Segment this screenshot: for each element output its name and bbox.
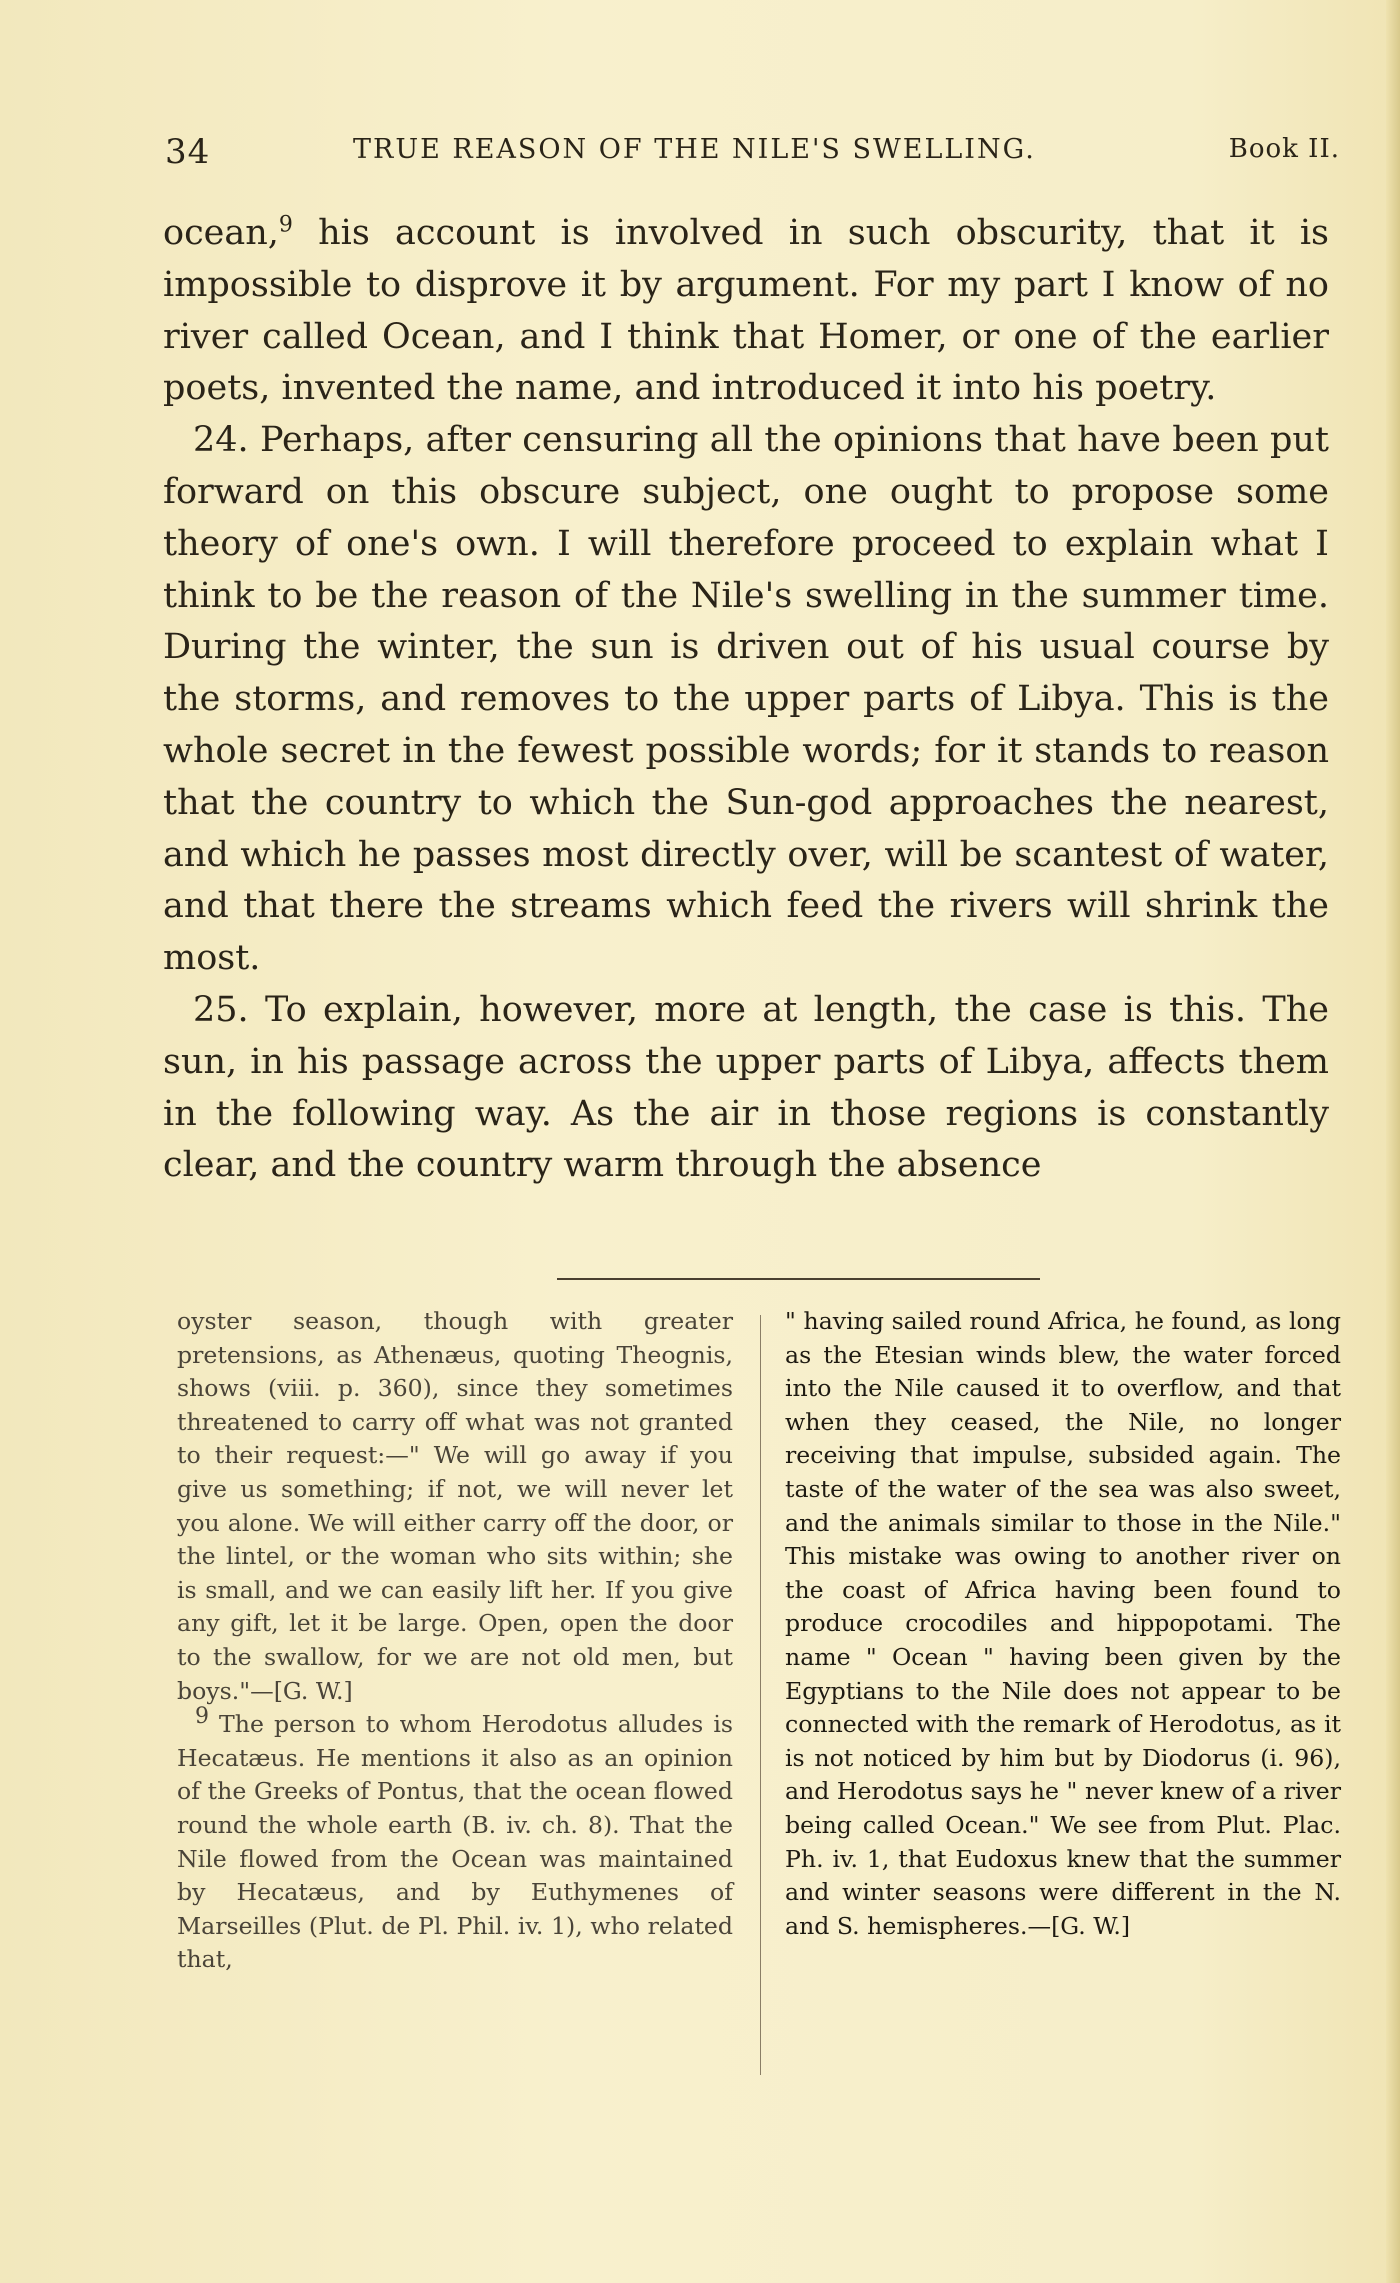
footnotes-right-column <box>785 1305 1341 1943</box>
paragraph-25: 25. To explain, however, more at length, the case is this. The sun, in his passage across the upper parts of Libya, affects them in the following way. As the air in those regions is constantly clear, and the country warm through the absence <box>163 989 1329 1186</box>
footnote-continued: oyster season, though with greater pretensions, as Athenæus, quoting Theognis, shows (viii. p. 360), since they sometimes threatened to carry off what was not granted to their request:—" We will go away if you give us something; if not, we will never let you alone. We will either carry off the door, or the lintel, or the woman who sits within; she is small, and we can easily lift her. If you give any gift, let it be large. Open, open the door to the swallow, for we are not old men, but boys."—[G. W.] <box>177 1307 733 1705</box>
footnote-9 <box>177 1704 733 1977</box>
book-label: Book II. <box>1228 134 1340 164</box>
paragraph-24: 24. Perhaps, after censuring all the opinions that have been put forward on this obscure subject, one ought to propose some theory of one's own. I will therefore proceed to explain what I think to be the reason of the Nile's swelling in the summer time. During the winter, the sun is driven out of his usual course by the storms, and removes to the upper parts of Libya. This is the whole secret in the fewest possible words; for it stands to reason that the country to which the Sun-god approaches the nearest, and which he passes most directly over, will be scantest of water, and that there the streams which feed the rivers will shrink the most. <box>163 420 1329 979</box>
main-text <box>163 208 1329 1192</box>
p1-rest: his account is involved in such obscurity, that it is impossible to disprove it by argument. For my part I know of no river called Ocean, and I think that Homer, or one of the earlier poets, invented the name, and introduced it into his poetry. <box>163 213 1329 409</box>
footnote-9-marker: 9 <box>195 1704 209 1730</box>
p1-start: ocean, <box>163 213 279 253</box>
paragraph-1 <box>163 208 1329 415</box>
page-number: 34 <box>165 132 211 172</box>
page-edge <box>1386 0 1400 2283</box>
running-header <box>165 126 1340 170</box>
footnotes-left-column <box>177 1305 733 1977</box>
footnote-9-text: The person to whom Herodotus alludes is Hecatæus. He mentions it also as an opinion of the Greeks of Pontus, that the ocean flowed round the whole earth (B. iv. ch. 8). That the Nile flowed from the Ocean was maintained by Hecatæus, and by Euthymenes of Marseilles (Plut. de Pl. Phil. iv. 1), who related that, <box>177 1710 733 1974</box>
footnote-ref-9: 9 <box>278 212 293 238</box>
running-title: TRUE REASON OF THE NILE'S SWELLING. <box>353 134 1036 165</box>
footnote-9-continued: " having sailed round Africa, he found, as long as the Etesian winds blew, the water forced into the Nile caused it to overflow, and that when they ceased, the Nile, no longer receiving that impulse, subsided again. The taste of the water of the sea was also sweet, and the animals similar to those in the Nile." This mistake was owing to another river on the coast of Africa having been found to produce crocodiles and hippopotami. The name " Ocean " having been given by the Egyptians to the Nile does not appear to be connected with the remark of Herodotus, as it is not noticed by him but by Diodorus (i. 96), and Herodotus says he " never knew of a river being called Ocean." We see from Plut. Plac. Ph. iv. 1, that Eudoxus knew that the summer and winter seasons were different in the N. and S. hemispheres.—[G. W.] <box>785 1307 1341 1940</box>
footnote-rule <box>557 1278 1040 1280</box>
column-divider <box>760 1315 761 2075</box>
